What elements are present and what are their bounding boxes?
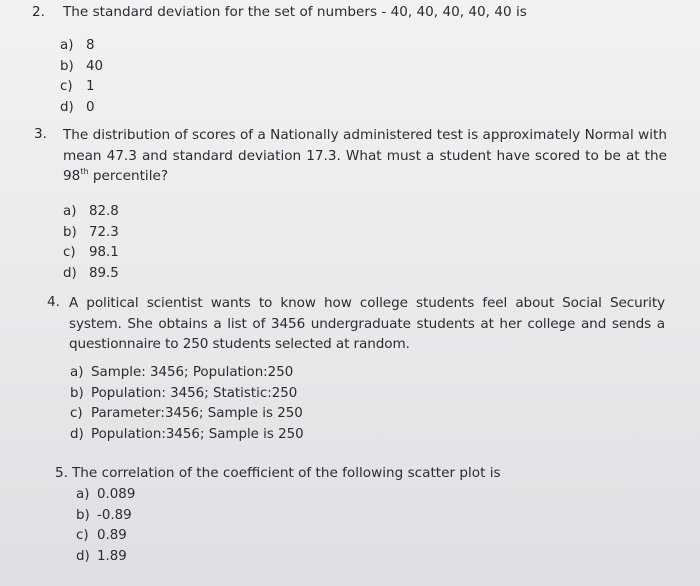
question-stem: The correlation of the coefficient of the following scatter plot is	[72, 465, 501, 481]
question-stem: The standard deviation for the set of numbers - 40, 40, 40, 40, 40 is	[63, 4, 527, 20]
option-text: 89.5	[89, 265, 119, 281]
answer-options	[63, 202, 119, 284]
answer-options	[70, 363, 304, 445]
option-letter: c)	[76, 528, 89, 543]
option-letter: d)	[76, 548, 90, 564]
option-text: -0.89	[97, 507, 132, 523]
answer-options	[60, 36, 103, 118]
question-stem: A political scientist wants to know how college students feel about Social Security system. She obtains a list of 3456 undergraduate students at her college and sends a questionnaire to 250 students selected at random.	[69, 295, 665, 352]
option-letter: c)	[63, 245, 76, 260]
option-letter: d)	[70, 426, 84, 442]
option-text: 72.3	[89, 224, 119, 240]
option-letter: a)	[76, 487, 90, 502]
option-d[interactable]	[60, 98, 103, 119]
option-letter: d)	[63, 265, 77, 281]
option-letter: c)	[70, 406, 83, 421]
option-text: 82.8	[89, 204, 119, 219]
option-c[interactable]	[70, 404, 304, 425]
option-text: Population: 3456; Statistic:250	[91, 385, 298, 401]
option-letter: c)	[60, 79, 73, 94]
question-stem	[63, 125, 667, 187]
option-letter: a)	[60, 38, 74, 53]
option-a[interactable]	[63, 202, 119, 223]
option-letter: b)	[63, 224, 77, 240]
option-b[interactable]	[76, 506, 135, 527]
option-b[interactable]	[63, 223, 119, 244]
option-letter: a)	[63, 204, 77, 219]
answer-options	[76, 485, 135, 567]
option-letter: d)	[60, 99, 74, 115]
option-text: 0.89	[97, 528, 127, 543]
stem-text: The distribution of scores of a Nationally administered test is approximately Normal with mean 47.3 and standard deviation 17.3. What must a student have scored to be at the 98	[63, 127, 667, 184]
option-b[interactable]	[70, 384, 304, 405]
option-c[interactable]	[63, 243, 119, 264]
option-letter: b)	[60, 58, 74, 74]
option-letter: b)	[70, 385, 84, 401]
question-number: 3.	[34, 126, 47, 142]
option-letter: b)	[76, 507, 90, 523]
option-d[interactable]	[70, 425, 304, 446]
option-text: Population:3456; Sample is 250	[91, 426, 304, 442]
option-text: 98.1	[89, 245, 119, 260]
option-c[interactable]	[76, 526, 135, 547]
option-letter: a)	[70, 365, 84, 380]
option-a[interactable]	[76, 485, 135, 506]
stem-text-end: percentile?	[88, 168, 169, 184]
option-text: 1.89	[97, 548, 127, 564]
question-number: 2.	[32, 4, 45, 20]
option-d[interactable]	[76, 547, 135, 568]
stem-superscript: th	[80, 167, 89, 176]
question-number: 4.	[47, 294, 60, 310]
option-text: Sample: 3456; Population:250	[91, 365, 294, 380]
option-text: 0	[86, 99, 95, 115]
option-c[interactable]	[60, 77, 103, 98]
option-text: 40	[86, 58, 104, 74]
option-d[interactable]	[63, 264, 119, 285]
question-number: 5.	[55, 465, 68, 481]
option-a[interactable]	[70, 363, 304, 384]
option-text: 8	[86, 38, 95, 53]
option-text: 1	[86, 79, 95, 94]
option-b[interactable]	[60, 57, 103, 78]
option-text: 0.089	[97, 487, 136, 502]
option-text: Parameter:3456; Sample is 250	[91, 406, 303, 421]
option-a[interactable]	[60, 36, 103, 57]
